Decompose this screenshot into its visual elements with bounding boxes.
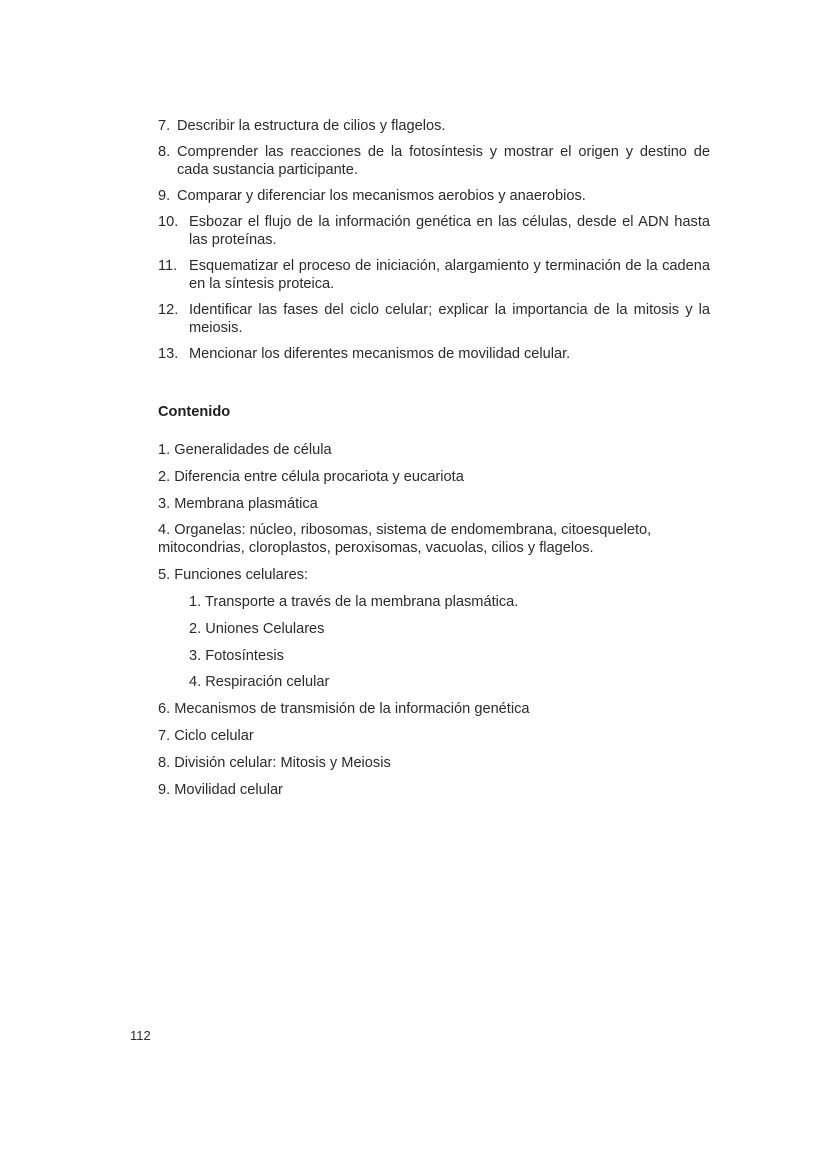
contenido-subitem: 1. Transporte a través de la membrana plasmática. [189, 593, 519, 610]
objective-text: Esquematizar el proceso de iniciación, alargamiento y terminación de la cadena en la síntesis proteica. [189, 258, 710, 292]
objective-text: Identificar las fases del ciclo celular; explicar la importancia de la mitosis y la meiosis. [189, 302, 710, 336]
contenido-item: 7. Ciclo celular [158, 727, 254, 744]
contenido-list [158, 441, 710, 807]
objective-number: 11. [158, 258, 178, 274]
objective-text: Describir la estructura de cilios y flagelos. [177, 118, 446, 134]
contenido-item: 5. Funciones celulares: [158, 567, 309, 584]
page-number: 112 [130, 1028, 151, 1043]
objectives-list [158, 117, 710, 371]
objective-number: 10. [158, 214, 179, 230]
contenido-item: 2. Diferencia entre célula procariota y eucariota [158, 468, 464, 485]
objective-number: 7. [158, 118, 171, 134]
objective-item [158, 257, 710, 293]
contenido-subitem: 3. Fotosíntesis [189, 647, 284, 664]
objective-item [158, 143, 710, 179]
objective-number: 9. [158, 188, 171, 204]
objective-number: 13. [158, 346, 179, 362]
objective-text: Mencionar los diferentes mecanismos de movilidad celular. [189, 346, 571, 362]
objective-text: Comparar y diferenciar los mecanismos aerobios y anaerobios. [177, 188, 586, 204]
contenido-item-with-subitems [158, 566, 710, 691]
contenido-sublist [158, 593, 710, 691]
contenido-item: 8. División celular: Mitosis y Meiosis [158, 754, 391, 771]
contenido-subitem: 4. Respiración celular [189, 674, 330, 691]
objective-item [158, 213, 710, 249]
contenido-item: 9. Movilidad celular [158, 781, 283, 798]
contenido-item: 1. Generalidades de célula [158, 442, 332, 458]
objective-item [158, 301, 710, 337]
objective-item [158, 345, 710, 363]
objective-item [158, 187, 710, 205]
objective-text: Comprender las reacciones de la fotosíntesis y mostrar el origen y destino de cada sustancia participante. [177, 144, 710, 178]
contenido-item: 3. Membrana plasmática [158, 495, 318, 512]
contenido-item: 6. Mecanismos de transmisión de la información genética [158, 701, 530, 718]
objective-number: 12. [158, 302, 179, 318]
objective-number: 8. [158, 144, 171, 160]
contenido-item: 4. Organelas: núcleo, ribosomas, sistema de endomembrana, citoesqueleto, mitocondrias, cloroplastos, peroxisomas, vacuolas, cilios y flagelos. [158, 522, 652, 557]
objective-text: Esbozar el flujo de la información genética en las células, desde el ADN hasta las proteínas. [189, 214, 710, 248]
objective-item [158, 117, 710, 135]
contenido-heading: Contenido [158, 404, 231, 420]
contenido-subitem: 2. Uniones Celulares [189, 620, 325, 637]
